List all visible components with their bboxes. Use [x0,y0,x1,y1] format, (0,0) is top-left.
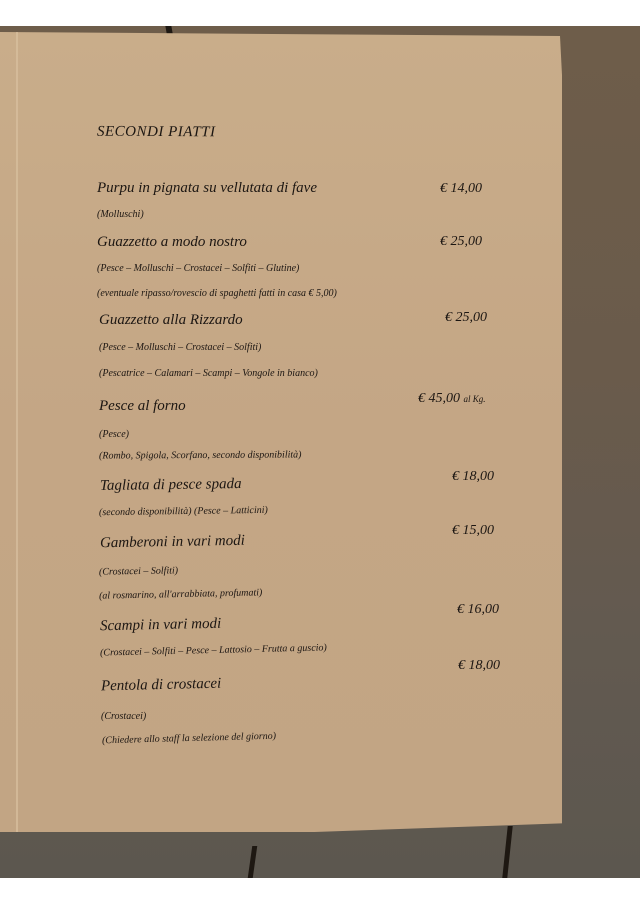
dish-price [418,391,486,407]
dish-allergens: (Pesce – Molluschi – Crostacei – Solfiti) [99,342,262,353]
dish-allergens: (Pesce – Molluschi – Crostacei – Solfiti – Glutine) [97,263,300,274]
dish-note: (Pescatrice – Calamari – Scampi – Vongole in bianco) [99,368,318,379]
dish-price-value: € 45,00 [418,391,460,406]
dish-price-unit: al Kg. [463,394,486,404]
dish-allergens: (Crostacei) [101,711,147,722]
dish-note: (eventuale ripasso/rovescio di spaghetti fatti in casa € 5,00) [97,288,337,299]
table-plank-gap [248,846,257,878]
dish-price: € 15,00 [452,523,494,538]
dish-price: € 18,00 [458,658,500,673]
section-title: SECONDI PIATTI [96,123,216,141]
dish-name: Pesce al forno [99,398,186,414]
dish-name: Tagliata di pesce spada [99,476,242,494]
dish-name: Guazzetto alla Rizzardo [99,312,243,328]
dish-name: Guazzetto a modo nostro [97,234,247,250]
dish-name: Purpu in pignata su vellutata di fave [97,180,317,196]
table-plank-gap [502,826,512,878]
dish-note: (al rosmarino, all'arrabbiata, profumati) [98,587,263,602]
dish-note: (Chiedere allo staff la selezione del giorno) [101,730,277,747]
dish-name: Scampi in vari modi [99,615,222,635]
dish-name: Gamberoni in vari modi [99,532,245,552]
dish-price: € 14,00 [440,181,482,196]
dish-note: (Rombo, Spigola, Scorfano, secondo disponibilità) [98,449,302,462]
dish-price: € 25,00 [445,310,487,325]
dish-allergens: (Crostacei – Solfiti – Pesce – Lattosio – Frutta a guscio) [99,642,327,659]
dish-price: € 16,00 [457,602,499,617]
dish-price: € 18,00 [452,469,494,484]
dish-name: Pentola di crostacei [100,675,222,695]
dish-allergens: (Molluschi) [97,209,144,220]
menu-page [0,32,562,832]
dish-allergens: (secondo disponibilità) (Pesce – Latticini) [98,504,268,519]
dish-allergens: (Crostacei – Solfiti) [98,565,179,578]
dish-allergens: (Pesce) [99,429,129,440]
dish-price: € 25,00 [440,234,482,249]
page-fold-line [16,32,18,832]
